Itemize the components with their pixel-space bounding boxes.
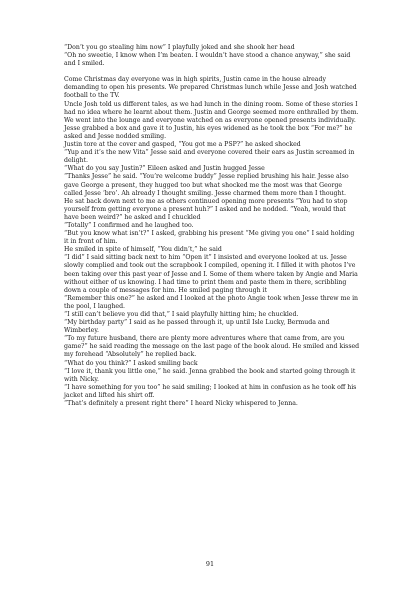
paragraph: He smiled in spite of himself, “You didn’t,” he said [64, 246, 222, 254]
paragraph: “Remember this one?” he asked and I looked at the photo Angie took when Jesse threw me in the pool, I laughed. [64, 294, 359, 310]
paragraph: “Totally” I confirmed and he laughed too. [64, 221, 194, 229]
paragraph: “I have something for you too” he said smiling; I looked at him in confusion as he took off his jacket and lifted his shirt off. [64, 383, 357, 399]
paragraph: “Oh no sweetie, I know when I’m beaten. I wouldn’t have stood a chance anyway,” she said and I smiled. [64, 52, 351, 68]
paragraph: “Yup and it’s the new Vita” Jesse said and everyone covered their ears as Justin screamed in delight. [64, 149, 355, 165]
page-number: 91 [205, 560, 215, 568]
paragraph: “I love it, thank you little one,” he said. Jenna grabbed the book and started going through it with Nicky. [64, 367, 356, 383]
paragraph: “But you know what isn’t?” I asked, grabbing his present “Me giving you one” I said holding it in front of him. [64, 230, 355, 246]
paragraph: “I still can’t believe you did that,” I said playfully hitting him; he chuckled. [64, 311, 299, 318]
paragraph-break [64, 68, 360, 76]
paragraph: We went into the lounge and everyone watched on as everyone opened presents individually. Jesse grabbed a box and gave it to Justin, his eyes widened as he took the box “For me?” he asked and Jesse nodded smiling. [64, 116, 356, 140]
paragraph: Justin tore at the cover and gasped, “You got me a PSP?” he asked shocked [64, 141, 301, 149]
paragraph: Come Christmas day everyone was in high spirits, Justin came in the house already demanding to open his presents. We prepared Christmas lunch while Jesse and Josh watched football to the TV. [64, 76, 357, 100]
paragraph: “What do you think?” I asked smiling back [64, 359, 198, 367]
paragraph: “I did” I said sitting back next to him “Open it” I insisted and everyone looked at us. Jesse slowly complied and took out the scrapbook I compiled, opening it. I filled it with photos I’ve been taking over this past year of Jesse and I. Some of them where taken by Angie and Maria without either of us knowing. I had time to print them and paste them in there, scribbling down a couple of messages for him. He smiled paging through it [64, 254, 358, 294]
paragraph: “That’s definitely a present right there” I heard Nicky whispered to Jenna. [64, 400, 298, 408]
paragraph: He sat back down next to me as others continued opening more presents “You had to stop yourself from getting everyone a present huh?” I asked and he nodded. “Yeah, would that have been weird?” he asked and I chuckled [64, 197, 348, 221]
paragraph: “Don’t you go stealing him now” I playfully joked and she shook her head [64, 44, 295, 51]
paragraph: “What do you say Justin?” Eileen asked and Justin hugged Jesse [64, 165, 265, 173]
paragraph: “To my future husband, there are plenty more adventures where that came from, are you game?” he said reading the message on the last page of the book aloud. He smiled and kissed my forehead “Absolutely” he replied back. [64, 335, 360, 359]
body-text [64, 44, 360, 408]
paragraph: “My birthday party” I said as he passed through it, up until Isle Lucky, Bermuda and Wimberley. [64, 319, 330, 335]
paragraph: Uncle Josh told us different tales, as we had lunch in the dining room. Some of these stories I had no idea where he learnt about them. Justin and George seemed more enthralled by them. [64, 100, 359, 116]
paragraph: “Thanks Jesse” he said. “You’re welcome buddy” Jesse replied brushing his hair. Jesse also gave George a present, they hugged too but what shocked me the most was that George called Jesse ‘bro’. Ah already I thought smiling. Jesse charmed them more than I thought. [64, 173, 349, 197]
